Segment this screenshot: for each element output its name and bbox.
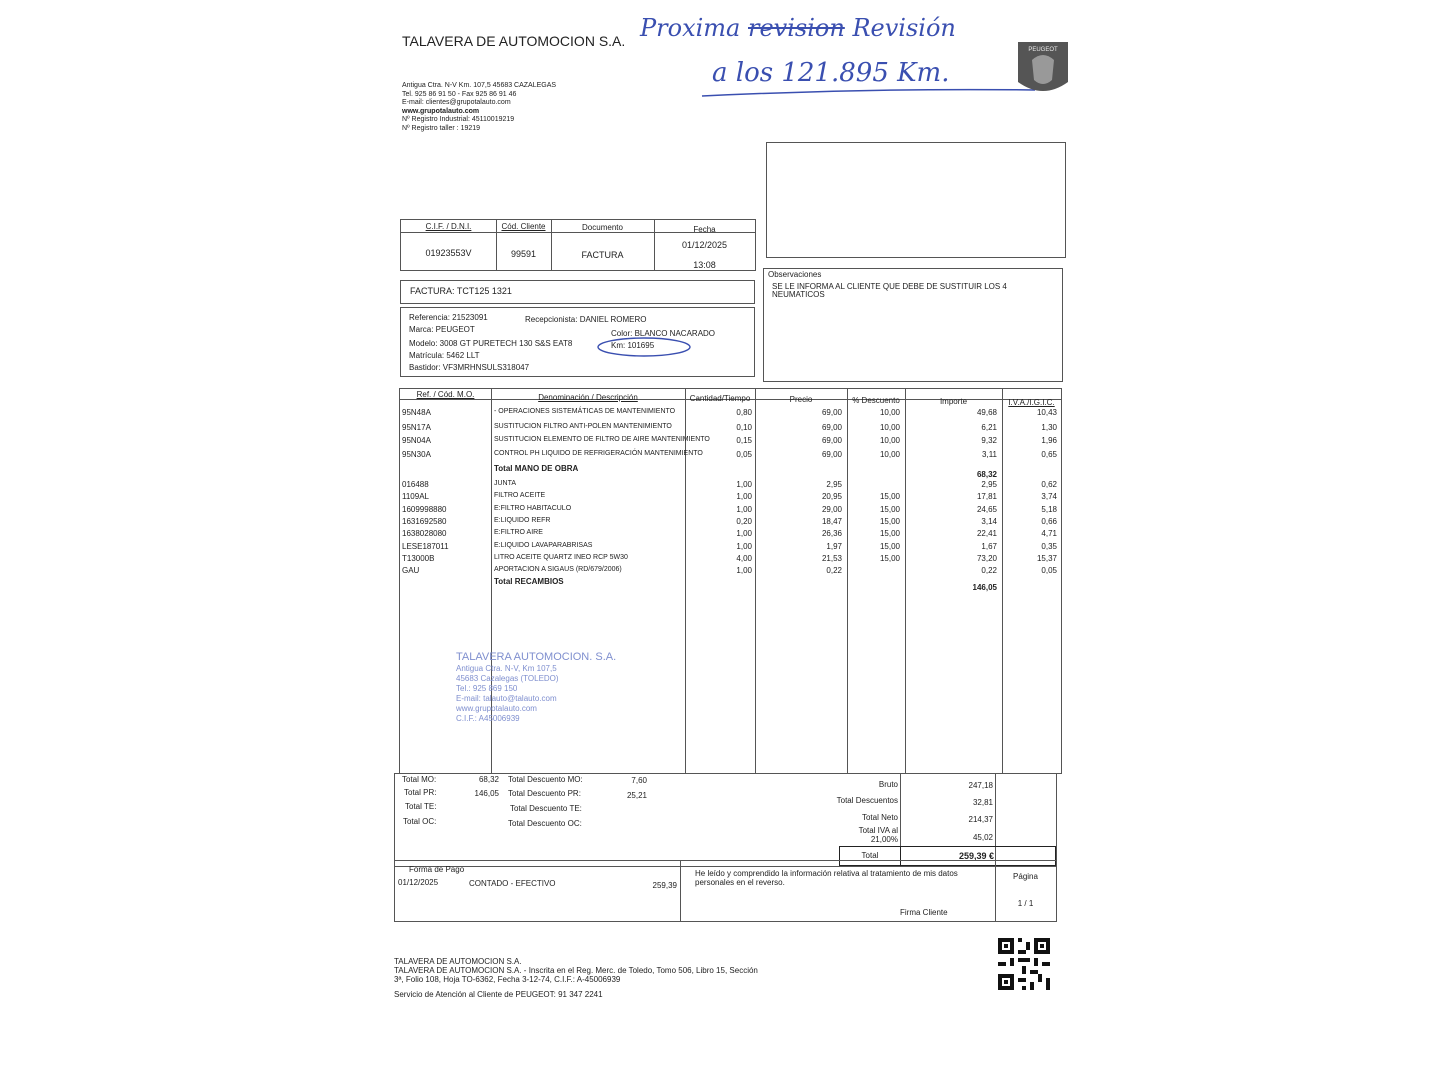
stamp-line6: www.grupotalauto.com [456,704,537,713]
vehicle-box [400,307,755,377]
company-phone: Tel. 925 86 91 50 - Fax 925 86 91 46 [402,90,517,98]
grand-total-label: Total [861,851,879,860]
firma-cliente: Firma Cliente [900,908,948,917]
line-iva: 4,71 [1041,529,1057,538]
company-name: TALAVERA DE AUTOMOCION S.A. [402,33,626,49]
line-desc: FILTRO ACEITE [494,492,546,499]
line-ref: 1638028080 [402,529,447,538]
line-disc: 15,00 [879,542,900,551]
privacy-notice [695,869,958,887]
header-table [400,219,756,271]
line-imp: 2,95 [981,480,997,489]
stamp-line3: 45683 Cazalegas (TOLEDO) [456,674,559,683]
privacy-line1: He leído y comprendido la información relativa al tratamiento de mis datos [695,869,958,878]
line-iva: 3,74 [1041,492,1057,501]
line-ref: 1109AL [402,492,429,501]
stamp-line7: C.I.F.: A45006939 [456,714,520,723]
factura-number: FACTURA: TCT125 1321 [410,286,512,296]
line-price: 21,53 [821,554,842,563]
hora-value: 13:08 [693,260,716,270]
line-price: 69,00 [821,423,842,432]
line-price: 18,47 [821,517,842,526]
col-iva: I.V.A./I.G.I.C. [1008,398,1055,407]
line-disc: 15,00 [879,554,900,563]
bruto-value: 247,18 [968,781,993,790]
line-disc: 10,00 [879,450,900,459]
line-qty: 0,15 [736,436,752,445]
observaciones-label: Observaciones [768,270,822,279]
total-desc-pr-value: 25,21 [626,791,647,800]
line-qty: 1,00 [736,566,752,575]
line-disc: 15,00 [879,529,900,538]
line-iva: 0,35 [1041,542,1057,551]
line-iva: 5,18 [1041,505,1057,514]
customer-address-box [766,142,1066,258]
line-price: 69,00 [821,450,842,459]
vehicle-bastidor: Bastidor: VF3MRHNSULS318047 [409,363,530,372]
line-imp: 22,41 [976,529,997,538]
vehicle-recepcionista: Recepcionista: DANIEL ROMERO [525,315,647,324]
footer-line1: TALAVERA DE AUTOMOCION S.A. [394,957,522,966]
line-price: 0,22 [826,566,842,575]
line-desc: E:LIQUIDO LAVAPARABRISAS [494,542,593,549]
line-desc: CONTROL PH LIQUIDO DE REFRIGERACIÓN MANTENIMIENTO [494,450,703,457]
total-pr-value: 146,05 [474,789,499,798]
factura-box [400,280,755,304]
observaciones-text1: SE LE INFORMA AL CLIENTE QUE DEBE DE SUSTITUIR LOS 4 [772,282,1007,291]
total-te-label: Total TE: [405,802,437,811]
descuentos-label: Total Descuentos [836,796,898,805]
line-ref: 95N48A [402,408,431,417]
line-desc: SUSTITUCION ELEMENTO DE FILTRO DE AIRE MANTENIMIENTO [494,436,710,443]
line-qty: 1,00 [736,542,752,551]
qr-code-icon [998,938,1050,990]
line-price: 2,95 [826,480,842,489]
line-imp: 1,67 [981,542,997,551]
line-desc: E:FILTRO AIRE [494,529,543,536]
peugeot-logo-icon [1014,40,1072,100]
cif-label: C.I.F. / D.N.I. [425,222,472,231]
line-desc: E:LIQUIDO REFR [494,517,551,524]
line-imp: 3,11 [982,450,997,459]
payment-box [394,860,1057,922]
neto-label: Total Neto [861,813,898,822]
line-ref: 1609998880 [402,505,447,514]
line-qty: 0,20 [736,517,752,526]
line-ref: GAU [402,566,420,575]
line-disc: 15,00 [879,517,900,526]
total-oc-label: Total OC: [403,817,437,826]
line-disc: 10,00 [879,423,900,432]
total-mo-value: 68,32 [478,775,499,784]
pagina-label: Página [1013,872,1038,881]
company-email: E-mail: clientes@grupotalauto.com [402,99,511,106]
company-info [402,82,556,133]
line-ref: T13000B [402,554,435,563]
footer-line4: Servicio de Atención al Cliente de PEUGEOT: 91 347 2241 [394,990,603,999]
total-pr-line-label: Total RECAMBIOS [494,577,564,586]
handwritten-struck: revision [748,14,845,42]
total-desc-oc-label: Total Descuento OC: [508,819,582,828]
line-iva: 0,65 [1041,450,1057,459]
cod-label: Cód. Cliente [501,222,546,231]
line-iva: 0,05 [1041,566,1057,575]
iva-label-line2: 21,00% [870,835,898,844]
cod-value: 99591 [510,249,537,259]
total-desc-mo-label: Total Descuento MO: [508,775,583,784]
vehicle-color: Color: BLANCO NACARADO [611,329,716,338]
payment-date: 01/12/2025 [398,878,439,887]
line-qty: 1,00 [736,480,752,489]
svg-text:PEUGEOT: PEUGEOT [1028,47,1058,53]
line-desc: APORTACION A SIGAUS (RD/679/2006) [494,566,622,573]
line-ref: 016488 [402,480,429,489]
stamp-line4: Tel.: 925 869 150 [456,684,518,693]
line-desc: E:FILTRO HABITACULO [494,505,572,512]
iva-label [800,826,898,844]
line-desc: JUNTA [494,480,517,487]
vehicle-matricula: Matrícula: 5462 LLT [409,351,480,360]
km-circle-annotation [594,334,694,360]
line-ref: LESE187011 [402,542,449,551]
fecha-value: 01/12/2025 [681,240,728,250]
line-price: 1,97 [826,542,842,551]
line-desc: SUSTITUCION FILTRO ANTI-POLEN MANTENIMIENTO [494,423,672,430]
line-price: 26,36 [821,529,842,538]
col-price: Precio [789,395,813,404]
line-iva: 0,62 [1041,480,1057,489]
line-ref: 95N30A [402,450,431,459]
total-mo-label: Total MO: [402,775,437,784]
privacy-line2: personales en el reverso. [695,878,785,887]
descuentos-value: 32,81 [972,798,993,807]
handwritten-underline [700,86,1040,100]
payment-method: CONTADO - EFECTIVO [469,879,556,888]
total-desc-mo-value: 7,60 [631,776,647,785]
line-price: 29,00 [821,505,842,514]
payment-amount: 259,39 [652,881,677,890]
cif-value: 01923553V [425,248,472,258]
line-ref: 95N04A [402,436,431,445]
line-iva: 15,37 [1036,554,1057,563]
line-qty: 4,00 [736,554,752,563]
line-qty: 1,00 [736,492,752,501]
line-imp: 3,14 [981,517,997,526]
total-mo-line-value: 68,32 [976,470,997,479]
observaciones-text2: NEUMATICOS [772,290,825,299]
neto-value: 214,37 [968,815,993,824]
company-stamp [456,650,616,724]
total-pr-line-value: 146,05 [972,583,997,592]
iva-label-line1: Total IVA al [858,826,898,835]
doc-label: Documento [582,223,623,232]
line-qty: 1,00 [736,529,752,538]
stamp-line2: Antigua Ctra. N-V, Km 107,5 [456,664,557,673]
line-price: 69,00 [821,436,842,445]
handwritten-proxima: Proxima [640,14,741,42]
line-price: 69,00 [821,408,842,417]
total-desc-pr-label: Total Descuento PR: [508,789,581,798]
company-web: www.grupotalauto.com [402,107,480,115]
line-iva: 1,96 [1041,436,1057,445]
handwritten-line2: a los 121.895 Km. [712,58,950,88]
observaciones-box [763,268,1063,382]
line-iva: 10,43 [1036,408,1057,417]
vehicle-modelo: Modelo: 3008 GT PURETECH 130 S&S EAT8 [409,339,573,348]
line-imp: 6,21 [981,423,997,432]
col-imp: Importe [939,397,968,406]
line-imp: 73,20 [976,554,997,563]
vehicle-referencia: Referencia: 21523091 [409,313,488,322]
col-qty: Cantidad/Tiempo [689,394,751,403]
line-imp: 0,22 [981,566,997,575]
line-desc: - OPERACIONES SISTEMÁTICAS DE MANTENIMIENTO [494,408,676,415]
line-price: 20,95 [821,492,842,501]
iva-value: 45,02 [972,833,993,842]
stamp-line5: E-mail: talauto@talauto.com [456,694,557,703]
vehicle-marca: Marca: PEUGEOT [409,325,475,334]
line-ref: 1631692580 [402,517,447,526]
line-iva: 0,66 [1041,517,1057,526]
pagina-value: 1 / 1 [1017,899,1034,908]
company-address: Antigua Ctra. N-V Km. 107,5 45683 CAZALEGAS [402,82,557,89]
line-ref: 95N17A [402,423,431,432]
line-disc: 15,00 [879,492,900,501]
total-pr-label: Total PR: [404,788,437,797]
doc-value: FACTURA [581,250,624,260]
fecha-label: Fecha [693,225,716,234]
col-disc: % Descuento [852,396,900,405]
line-imp: 17,81 [976,492,997,501]
bruto-label: Bruto [878,780,898,789]
line-desc: LITRO ACEITE QUARTZ INEO RCP 5W30 [494,554,628,561]
footer-line3: 3ª, Folio 108, Hoja TO-6362, Fecha 3-12-74, C.I.F.: A-45006939 [394,975,621,984]
line-qty: 0,10 [736,423,752,432]
line-iva: 1,30 [1041,423,1057,432]
footer [394,957,758,999]
total-desc-te-label: Total Descuento TE: [510,804,582,813]
col-desc: Denominación / Descripción [538,393,638,402]
line-disc: 10,00 [879,436,900,445]
line-qty: 1,00 [736,505,752,514]
line-imp: 24,65 [976,505,997,514]
grand-total-value: 259,39 € [958,851,994,861]
handwritten-revision: Revisión [852,14,956,42]
payment-label: Forma de Pago [409,865,465,874]
line-imp: 9,32 [981,436,997,445]
line-disc: 10,00 [879,408,900,417]
handwritten-line1 [640,14,956,42]
line-imp: 49,68 [976,408,997,417]
col-ref: Ref. / Cód. M.O. [416,390,475,399]
line-qty: 0,80 [736,408,752,417]
stamp-line1: TALAVERA AUTOMOCION. S.A. [456,651,617,663]
total-mo-line-label: Total MANO DE OBRA [494,464,579,473]
company-reg-taller: Nº Registro taller : 19219 [402,124,481,132]
footer-line2: TALAVERA DE AUTOMOCION S.A. - Inscrita en el Reg. Merc. de Toledo, Tomo 506, Libro 15, Sección [394,966,758,975]
vehicle-km: Km: 101695 [611,341,655,350]
company-reg-industrial: Nº Registro Industrial: 45110019219 [402,116,515,123]
line-disc: 15,00 [879,505,900,514]
line-qty: 0,05 [736,450,752,459]
